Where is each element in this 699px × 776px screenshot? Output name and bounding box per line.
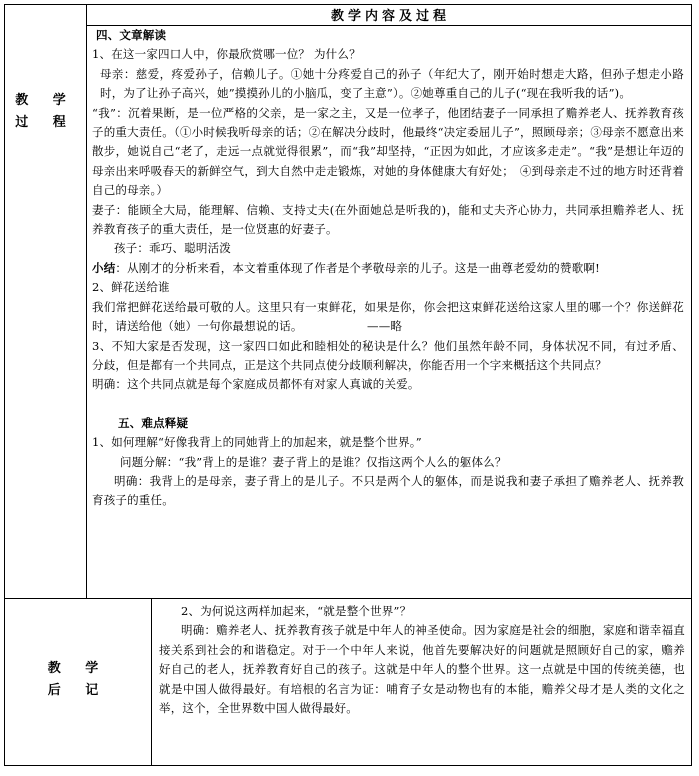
question-2-body: 我们常把鲜花送给最可敬的人。这里只有一束鲜花，如果是你，你会把这束鲜花送给这家人里的哪一个？你送鲜花时，请送给他（她）一句你最想说的话。 ——略 (92, 299, 684, 334)
wife-analysis: 妻子：能顾全大局，能理解、信赖、支持丈夫(在外面她总是听我的)，能和丈夫齐心协力，共同承担赡养老人、抚养教育孩子的重大责任，是一位贤惠的好妻子。 (92, 202, 684, 237)
process-label-line2: 过 程 (15, 115, 76, 130)
process-label (5, 90, 86, 134)
afterword-label-line2: 后 记 (47, 683, 109, 698)
afterword-label-line1: 教 学 (47, 661, 109, 676)
mother-analysis: 母亲：慈爱，疼爱孙子，信赖儿子。①她十分疼爱自己的孙子（年纪大了，刚开始时想走大路，但孙子想走小路时，为了让孙子高兴，她”摸摸孙儿的小脑瓜，变了主意”）。②她尊重自己的儿子(“现在我听我的话”)。 (100, 66, 684, 101)
question-1: 1、在这一家四口人中，你最欣赏哪一位？ 为什么？ (92, 47, 361, 62)
lesson-plan-table (4, 4, 692, 766)
difficulty-1: 1、如何理解“好像我背上的同她背上的加起来，就是整个世界。” (92, 435, 422, 450)
afterword-label (5, 658, 151, 702)
afterword-content (159, 602, 685, 718)
clarify-3: 明确：这个共同点就是每个家庭成员都怀有对家人真诚的关爱。 (92, 377, 420, 392)
section-5-title: 五、难点释疑 (118, 415, 189, 430)
question-3: 3、不知大家是否发现，这一家四口如此和睦相处的秘诀是什么？他们虽然年龄不同，身体状况不同，有过矛盾、分歧，但是都有一个共同点，正是这个共同点使分歧顺利解决，你能否用一个字来概括这个共同点？ (92, 338, 684, 372)
summary-label: 小结 (92, 260, 116, 275)
difficulty-2-clarify: 明确：赡养老人、抚养教育孩子就是中年人的神圣使命。因为家庭是社会的细胞，家庭和谐幸福直接关系到社会的和谐稳定。对于一个中年人来说，他首先要解决好的问题就是照顾好自己的家，赡养好自己的老人，抚养教育好自己的孩子。这就是中年人的整个世界。这一点就是中国的传统美德，也就是中国人做得最好。有培根的名言为证：哺育子女是动物也有的本能，赡养父母才是人类的文化之举，这个，全世界数中国人做得最好。 (159, 623, 685, 716)
difficulty-2: 2、为何说这两样加起来，“就是整个世界”？ (181, 604, 412, 618)
summary-text: ：从刚才的分析来看，本文着重体现了作者是个孝敬母亲的儿子。这是一曲尊老爱幼的赞歌啊! (115, 260, 600, 275)
child-analysis: 孩子：乖巧、聪明活泼 (114, 241, 231, 256)
difficulty-1-breakdown: 问题分解：“我”背上的是谁？妻子背上的是谁？仅指这两个人么的躯体么？ (120, 454, 507, 469)
me-analysis: “我”：沉着果断，是一位严格的父亲，是一家之主，又是一位孝子，他团结妻子一同承担了赡养老人、抚养教育孩子的重大责任。（①小时候我听母亲的话；②在解决分歧时，他最终“决定委屈儿子”，照顾母亲；③母亲不愿意出来散步，她说自己“老了，走远一点就觉得很累”，而“我”却坚持，“正因为如此，才应该多走走”。“我”是想让年迈的母亲出来呼吸春天的新鲜空气，到大自然中走走锻炼，对她的身体健康大有好处； ④到母亲走不过的地方时还背着自己的母亲。） (92, 105, 684, 198)
process-label-line1: 教 学 (15, 93, 76, 108)
summary (92, 259, 684, 278)
process-content (92, 26, 684, 511)
section-divider (5, 598, 691, 599)
left-column-divider-top (86, 5, 87, 598)
table-header-title: 教学内容及过程 (330, 9, 450, 24)
question-2-title: 2、鲜花送给谁 (92, 280, 170, 295)
difficulty-1-clarify: 明确：我背上的是母亲，妻子背上的是儿子。不只是两个人的躯体，而是说我和妻子承担了赡养老人、抚养教育孩子的重任。 (92, 473, 684, 508)
section-4-title: 四、文章解读 (96, 28, 167, 42)
left-column-divider-bottom (151, 598, 152, 766)
